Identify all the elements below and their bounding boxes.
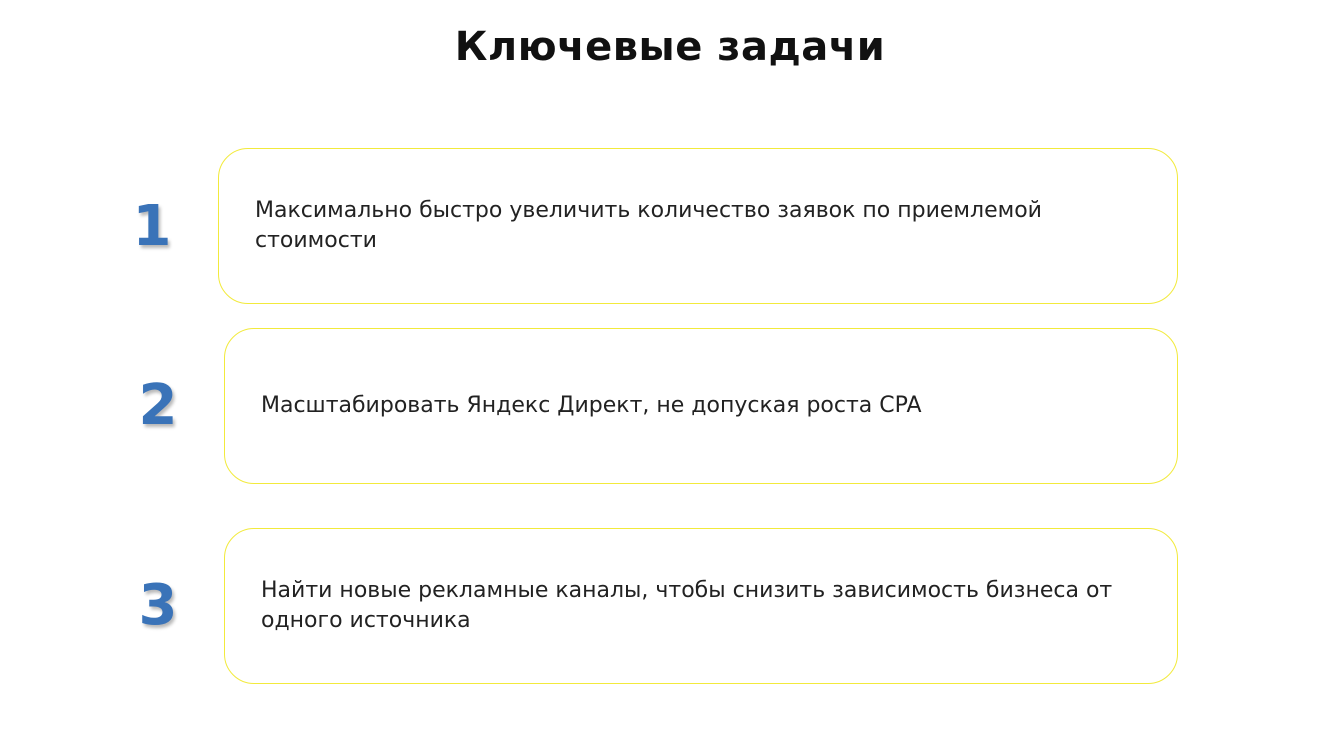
task-text-2: Масштабировать Яндекс Директ, не допуская роста CPA [261, 393, 922, 418]
task-text-3: Найти новые рекламные каналы, чтобы снизить зависимость бизнеса от одного источника [261, 578, 1113, 633]
task-card-1 [218, 148, 1178, 304]
task-number-2: 2 [138, 373, 178, 438]
task-text-1: Максимально быстро увеличить количество заявок по приемлемой стоимости [255, 198, 1042, 253]
task-number-3: 3 [138, 573, 178, 638]
task-card-2 [224, 328, 1178, 484]
task-card-3 [224, 528, 1178, 684]
page-title: Ключевые задачи [454, 24, 886, 70]
task-number-1: 1 [132, 194, 172, 259]
